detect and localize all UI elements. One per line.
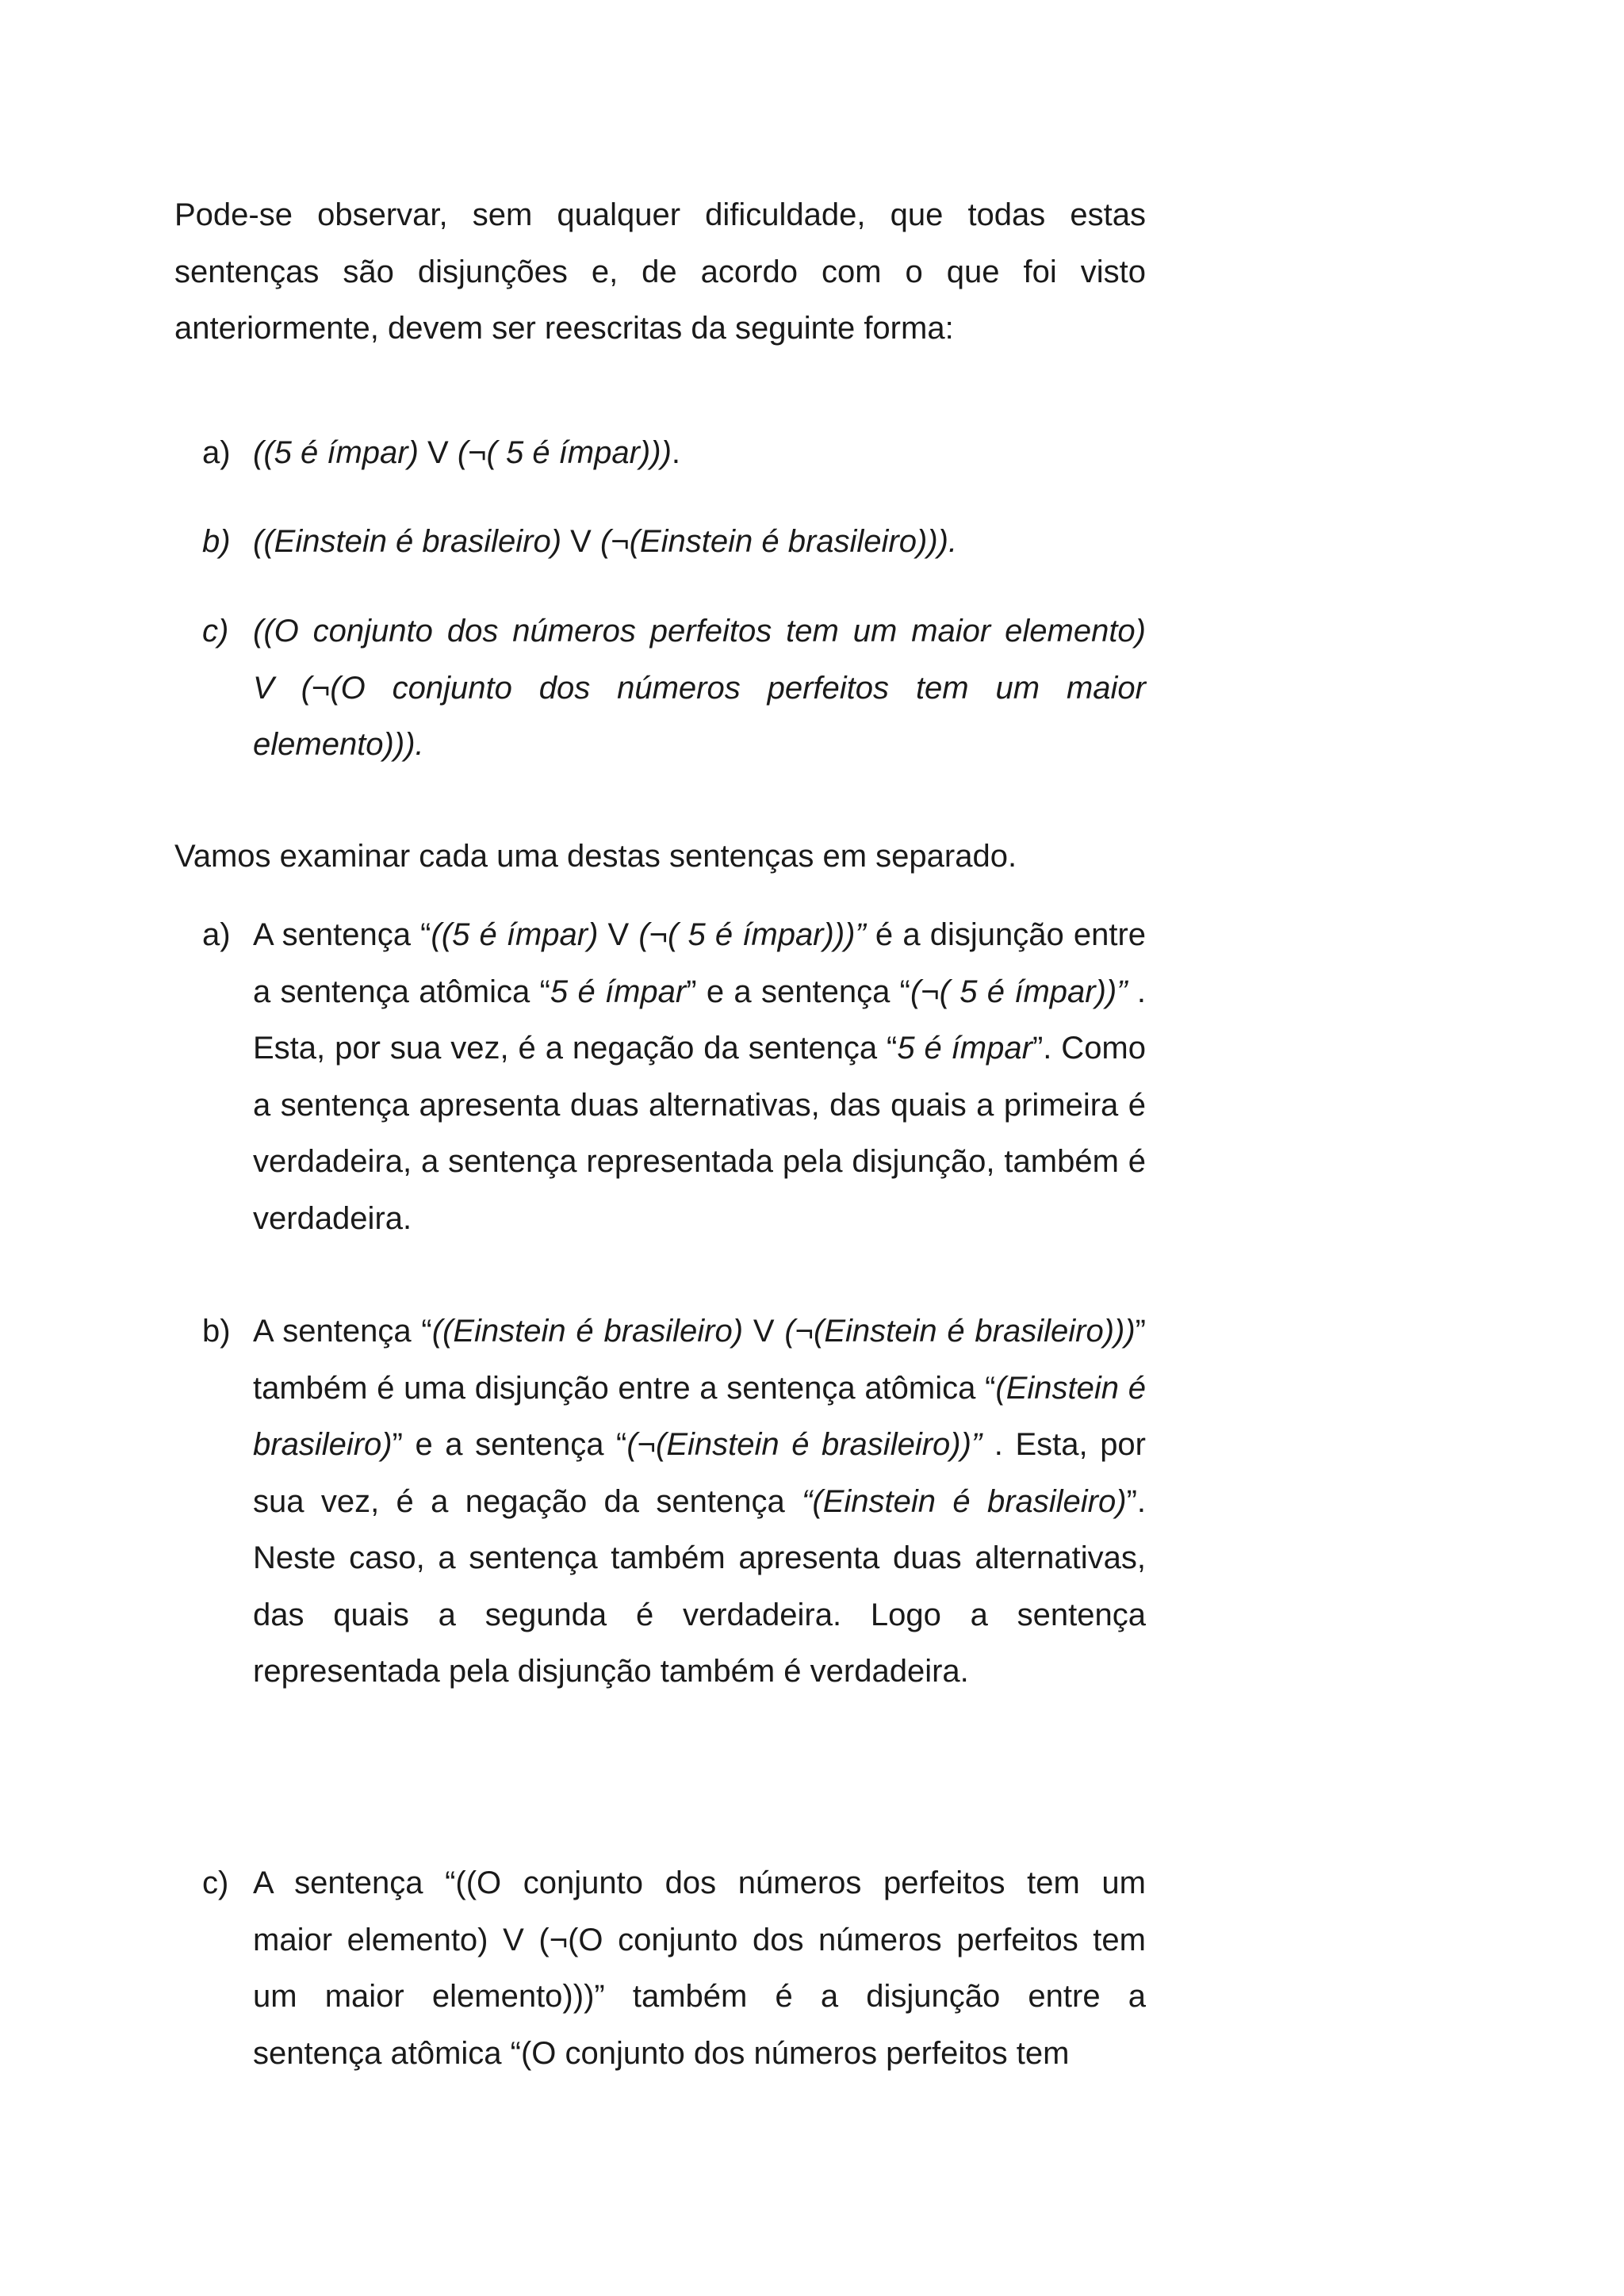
list-item-content bbox=[253, 1303, 1146, 1701]
text-run: ”. Neste caso, a sentença também apresenta duas alternativas, das quais a segunda é verdadeira. Logo a sentença representada pela disjunção também é verdadeira. bbox=[253, 1483, 1147, 1689]
text-line: elemento))). bbox=[253, 727, 424, 762]
list-item bbox=[174, 514, 1146, 571]
list-item bbox=[174, 907, 1146, 1247]
intro-paragraph bbox=[174, 187, 1146, 358]
text-line: um maior elemento)))” também é a disjunção entre a bbox=[253, 1979, 1146, 2014]
formula-part: “(Einstein é brasileiro) bbox=[802, 1483, 1127, 1519]
list-item bbox=[174, 603, 1146, 774]
list-item-content bbox=[253, 514, 1146, 571]
text-line: maior elemento) V (¬(O conjunto dos números perfeitos tem bbox=[253, 1922, 1146, 1957]
text-line: anteriormente, devem ser reescritas da seguinte forma: bbox=[174, 311, 954, 346]
formula-part: (Einstein é brasileiro) bbox=[253, 1370, 1147, 1462]
text-line: Pode-se observar, sem qualquer dificuldade, que todas estas bbox=[174, 197, 1146, 232]
text-line: sentença atômica “(O conjunto dos números perfeitos tem bbox=[253, 2035, 1070, 2071]
text-run: . Esta, por sua vez, é a negação da sentença bbox=[253, 1427, 1147, 1519]
list-marker: a) bbox=[202, 435, 231, 470]
formula-part: (¬( 5 é ímpar))) bbox=[457, 435, 672, 470]
formula-part: 5 é ímpar bbox=[550, 974, 687, 1009]
text-run: A sentença “ bbox=[253, 1314, 432, 1349]
formula-part: (¬(Einstein é brasileiro))). bbox=[599, 524, 958, 559]
list-marker: b) bbox=[202, 1314, 231, 1349]
text-run: ” e a sentença “ bbox=[392, 1427, 627, 1462]
formula-part: (¬( 5 é ímpar)))” bbox=[638, 917, 866, 952]
formula-part: (¬(Einstein é brasileiro))) bbox=[784, 1314, 1136, 1349]
list-item-content bbox=[253, 603, 1146, 774]
text-run: ”. Como a sentença apresenta duas alternativas, das quais a primeira é verdadeira, a sentença representada pela disjunção, também é verdadeira. bbox=[253, 1031, 1147, 1236]
formula-part: (¬(Einstein é brasileiro))” bbox=[626, 1427, 982, 1462]
text-line: V (¬(O conjunto dos números perfeitos tem um maior bbox=[253, 670, 1146, 706]
list-item-content bbox=[253, 1855, 1146, 2082]
list-marker: a) bbox=[202, 917, 231, 952]
list-item-content bbox=[253, 907, 1146, 1247]
section-intro: Vamos examinar cada uma destas sentenças em separado. bbox=[174, 839, 1017, 874]
list-item bbox=[174, 1303, 1146, 1701]
formula-part: 5 é ímpar bbox=[897, 1031, 1032, 1066]
text-run: . Esta, por sua vez, é a negação da sentença “ bbox=[253, 974, 1146, 1066]
operator: V bbox=[598, 917, 639, 952]
formula-part: ((Einstein é brasileiro) bbox=[431, 1314, 744, 1349]
text-line: ((O conjunto dos números perfeitos tem um maior elemento) bbox=[253, 614, 1146, 649]
operator: V bbox=[418, 435, 458, 470]
text-run: A sentença “ bbox=[253, 917, 431, 952]
list-marker: c) bbox=[202, 614, 229, 649]
formula-part: ((5 é ímpar) bbox=[431, 917, 599, 952]
list-marker: c) bbox=[202, 1866, 229, 1900]
list-item-content bbox=[253, 425, 1146, 482]
formula-part: ((5 é ímpar) bbox=[253, 435, 419, 470]
text-run: ” e a sentença “ bbox=[686, 974, 910, 1009]
text-run: é a disjunção entre a sentença atômica “ bbox=[253, 917, 1147, 1009]
list-marker: b) bbox=[202, 524, 231, 559]
operator: V bbox=[561, 524, 600, 559]
list-item bbox=[174, 1855, 1146, 2082]
text-line: A sentença “((O conjunto dos números perfeitos tem um bbox=[253, 1866, 1146, 1900]
text-line: sentenças são disjunções e, de acordo com o que foi visto bbox=[174, 254, 1146, 289]
formula-part: (¬( 5 é ímpar))” bbox=[910, 974, 1128, 1009]
formula-part: ((Einstein é brasileiro) bbox=[253, 524, 562, 559]
text-run: ” também é uma disjunção entre a sentença atômica “ bbox=[253, 1314, 1146, 1406]
operator: V bbox=[743, 1314, 785, 1349]
list-item bbox=[174, 425, 1146, 482]
punctuation: . bbox=[671, 435, 681, 470]
